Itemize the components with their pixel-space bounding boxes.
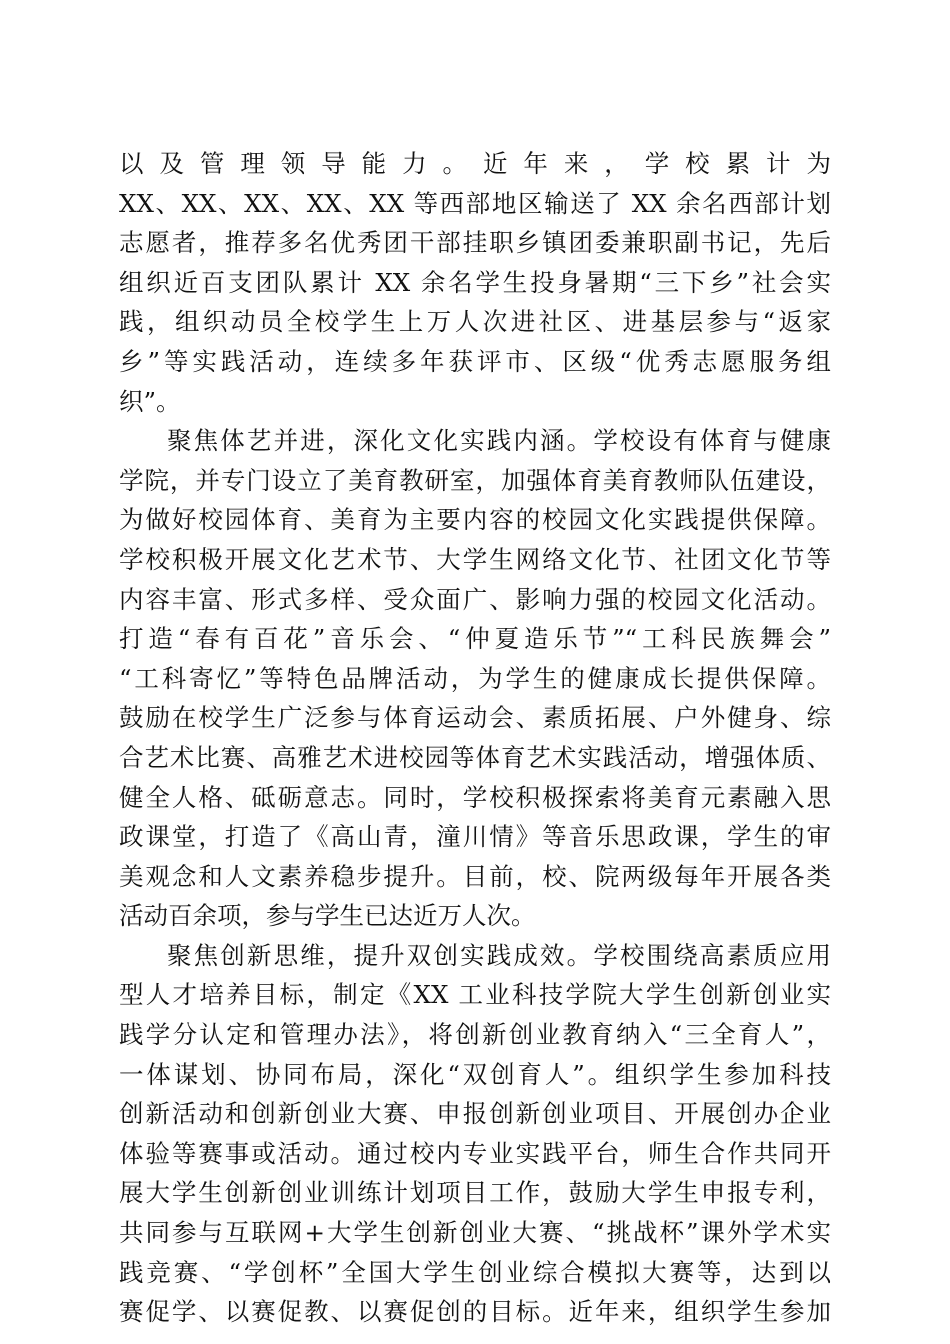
text-line: 践学分认定和管理办法》，将创新创业教育纳入“三全育人”， (119, 1020, 831, 1050)
text-line: 创新活动和创新创业大赛、申报创新创业项目、开展创办企业 (119, 1099, 831, 1129)
paragraph-volunteer-service (119, 144, 831, 421)
text-line: 组织近百支团队累计 XX 余名学生投身暑期“三下乡”社会实 (119, 267, 831, 297)
text-line: 志愿者，推荐多名优秀团干部挂职乡镇团委兼职副书记，先后 (119, 228, 831, 258)
text-line: “工科寄忆”等特色品牌活动，为学生的健康成长提供保障。 (119, 663, 831, 693)
text-line: 鼓励在校学生广泛参与体育运动会、素质拓展、户外健身、综 (119, 703, 831, 733)
text-line: 乡”等实践活动，连续多年获评市、区级“优秀志愿服务组 (119, 346, 831, 376)
text-line: 学校积极开展文化艺术节、大学生网络文化节、社团文化节等 (119, 544, 831, 574)
text-line: 聚焦体艺并进，深化文化实践内涵。学校设有体育与健康 (167, 426, 831, 456)
text-line: 践竞赛、“学创杯”全国大学生创业综合模拟大赛等，达到以 (119, 1257, 831, 1287)
text-line: 践，组织动员全校学生上万人次进社区、进基层参与“返家 (119, 307, 831, 337)
text-line: 型人才培养目标，制定《XX 工业科技学院大学生创新创业实 (119, 980, 831, 1010)
document-body (119, 144, 831, 1332)
text-line: 聚焦创新思维，提升双创实践成效。学校围绕高素质应用 (167, 940, 831, 970)
text-line: 政课堂，打造了《高山青，潼川情》等音乐思政课，学生的审 (119, 822, 831, 852)
text-line: 内容丰富、形式多样、受众面广、影响力强的校园文化活动。 (119, 584, 831, 614)
text-line: 打造“春有百花”音乐会、“仲夏造乐节”“工科民族舞会” (119, 624, 831, 654)
text-line: 合艺术比赛、高雅艺术进校园等体育艺术实践活动，增强体质、 (119, 742, 831, 772)
text-line: 美观念和人文素养稳步提升。目前，校、院两级每年开展各类 (119, 861, 831, 891)
text-line: 体验等赛事或活动。通过校内专业实践平台，师生合作共同开 (119, 1138, 831, 1168)
text-line: 以 及 管 理 领 导 能 力 。 近 年 来 ， 学 校 累 计 为 (119, 149, 831, 178)
text-line: XX、XX、XX、XX、XX 等西部地区输送了 XX 余名西部计划 (119, 188, 831, 218)
text-line: 共同参与互联网+大学生创新创业大赛、“挑战杯”课外学术实 (119, 1218, 831, 1248)
paragraph-innovation (119, 936, 831, 1332)
text-line: 活动百余项，参与学生已达近万人次。 (119, 901, 536, 931)
text-line: 学院，并专门设立了美育教研室，加强体育美育教师队伍建设， (119, 465, 831, 495)
text-line: 赛促学、以赛促教、以赛促创的目标。近年来，组织学生参加 (119, 1297, 831, 1327)
text-line: 为做好校园体育、美育为主要内容的校园文化实践提供保障。 (119, 505, 831, 535)
text-line: 健全人格、砥砺意志。同时，学校积极探索将美育元素融入思 (119, 782, 831, 812)
text-line: 展大学生创新创业训练计划项目工作，鼓励大学生申报专利， (119, 1178, 831, 1208)
text-line: 一体谋划、协同布局，深化“双创育人”。组织学生参加科技 (119, 1059, 831, 1089)
text-line: 织”。 (119, 386, 181, 416)
paragraph-sports-arts (119, 421, 831, 936)
